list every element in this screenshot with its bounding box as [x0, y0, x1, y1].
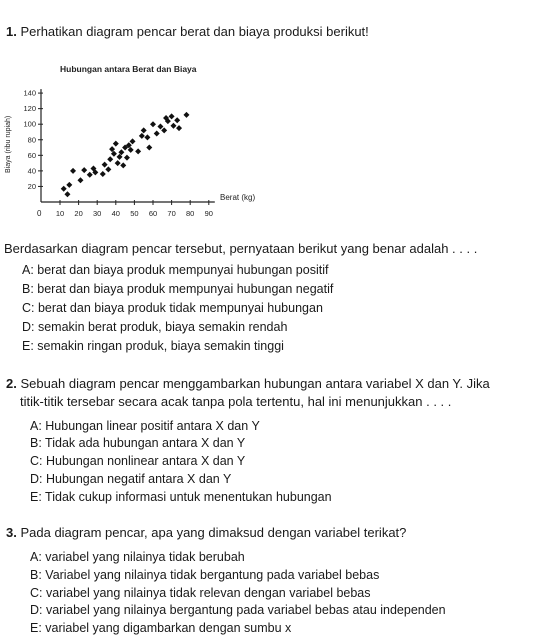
chart-point — [107, 156, 113, 162]
chart-x-tick-label: 20 — [74, 209, 83, 218]
chart-x-tick-label: 60 — [148, 209, 158, 218]
scatter-chart — [0, 55, 300, 225]
chart-point — [144, 134, 150, 140]
q3-option-b[interactable]: B: Variabel yang nilainya tidak bergantung pada variabel bebas — [30, 568, 380, 582]
question-1-title — [6, 24, 369, 39]
chart-x-tick-label: 90 — [204, 209, 213, 218]
chart-point — [81, 167, 87, 173]
q2-option-d[interactable]: D: Hubungan negatif antara X dan Y — [30, 472, 232, 486]
q1-option-a[interactable]: A: berat dan biaya produk mempunyai hubungan positif — [22, 263, 329, 277]
chart-origin-label: 0 — [37, 209, 42, 218]
chart-point — [130, 138, 136, 144]
chart-point — [113, 141, 119, 147]
chart-point — [105, 166, 111, 172]
chart-point — [87, 172, 93, 178]
chart-y-tick-label: 40 — [27, 166, 36, 176]
question-3-stem — [6, 525, 406, 540]
q3-option-d[interactable]: D: variabel yang nilainya bergantung pada variabel bebas atau independen — [30, 603, 446, 617]
q2-option-b[interactable]: B: Tidak ada hubungan antara X dan Y — [30, 436, 246, 450]
q3-option-e[interactable]: E: variabel yang digambarkan dengan sumbu x — [30, 621, 292, 635]
q2-option-c[interactable]: C: Hubungan nonlinear antara X dan Y — [30, 454, 246, 468]
chart-point — [139, 133, 145, 139]
question-3-number: 3. — [6, 525, 17, 540]
question-2-text-line2: titik-titik tersebar secara acak tanpa pola tertentu, hal ini menunjukkan . . . . — [20, 394, 452, 409]
chart-point — [100, 171, 106, 177]
q1-option-b[interactable]: B: berat dan biaya produk mempunyai hubungan negatif — [22, 282, 334, 296]
chart-point — [115, 160, 121, 166]
chart-point — [174, 117, 180, 123]
chart-x-axis-label: Berat (kg) — [220, 193, 256, 202]
chart-point — [150, 121, 156, 127]
q3-option-a[interactable]: A: variabel yang nilainya tidak berubah — [30, 550, 245, 564]
question-1-number: 1. — [6, 24, 17, 39]
q2-option-a[interactable]: A: Hubungan linear positif antara X dan Y — [30, 419, 260, 433]
chart-y-tick-label: 120 — [23, 104, 36, 114]
q2-option-e[interactable]: E: Tidak cukup informasi untuk menentukan hubungan — [30, 490, 332, 504]
question-2-text-line1: Sebuah diagram pencar menggambarkan hubungan antara variabel X dan Y. Jika — [20, 376, 490, 391]
chart-point — [64, 191, 70, 197]
chart-point — [135, 148, 141, 154]
chart-point — [61, 186, 67, 192]
chart-y-axis-label: Biaya (ribu rupiah) — [5, 115, 12, 173]
chart-point — [66, 182, 72, 188]
question-2-stem — [6, 375, 546, 411]
chart-point — [154, 131, 160, 137]
chart-points — [61, 112, 190, 197]
chart-point — [176, 125, 182, 131]
chart-point — [170, 123, 176, 129]
chart-point — [120, 162, 126, 168]
chart-point — [141, 127, 147, 133]
chart-x-tick-label: 10 — [55, 209, 65, 218]
chart-title: Hubungan antara Berat dan Biaya — [60, 64, 197, 74]
chart-point — [124, 155, 130, 161]
chart-y-tick-label: 100 — [23, 119, 36, 129]
q1-option-d[interactable]: D: semakin berat produk, biaya semakin rendah — [22, 320, 288, 334]
q1-option-e[interactable]: E: semakin ringan produk, biaya semakin tinggi — [22, 339, 284, 353]
question-2-number: 2. — [6, 376, 17, 391]
q3-option-c[interactable]: C: variabel yang nilainya tidak relevan dengan variabel bebas — [30, 586, 371, 600]
question-1-stem: Berdasarkan diagram pencar tersebut, pernyataan berikut yang benar adalah . . . . — [4, 241, 478, 256]
chart-point — [77, 177, 83, 183]
chart-point — [102, 162, 108, 168]
chart-point — [161, 127, 167, 133]
chart-y-tick-label: 60 — [27, 150, 36, 160]
chart-x-tick-label: 30 — [93, 209, 102, 218]
chart-point — [157, 124, 163, 130]
chart-axes — [23, 89, 214, 218]
question-3-text: Pada diagram pencar, apa yang dimaksud dengan variabel terikat? — [20, 525, 407, 540]
question-1-text: Perhatikan diagram pencar berat dan biaya produksi berikut! — [20, 24, 369, 39]
chart-point — [183, 112, 189, 118]
chart-point — [70, 168, 76, 174]
chart-point — [146, 145, 152, 151]
chart-y-tick-label: 20 — [27, 181, 36, 191]
q1-option-c[interactable]: C: berat dan biaya produk tidak mempunyai hubungan — [22, 301, 323, 315]
chart-y-tick-label: 140 — [23, 88, 36, 98]
chart-y-tick-label: 80 — [27, 135, 36, 145]
chart-x-tick-label: 50 — [130, 209, 139, 218]
chart-x-tick-label: 40 — [111, 209, 120, 218]
chart-point — [169, 113, 175, 119]
chart-x-tick-label: 70 — [167, 209, 176, 218]
chart-x-tick-label: 80 — [186, 209, 195, 218]
